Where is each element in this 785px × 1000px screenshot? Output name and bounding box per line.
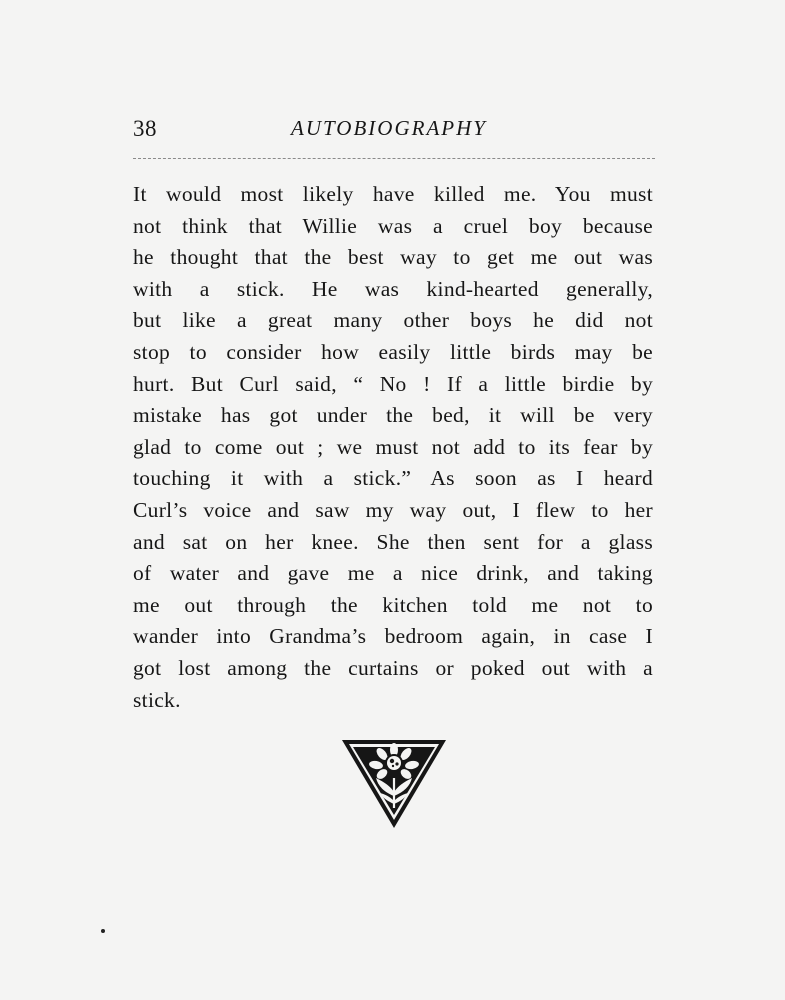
text-line: wander into Grandma’s bedroom again, in case I — [133, 624, 653, 649]
text-line: with a stick. He was kind-hearted generally, — [133, 276, 653, 301]
ink-speck — [101, 929, 105, 933]
body-text — [133, 179, 653, 716]
header-rule — [133, 158, 655, 159]
text-line: hurt. But Curl said, “ No ! If a little birdie by — [133, 371, 653, 396]
page-header — [133, 116, 653, 146]
text-line: touching it with a stick.” As soon as I heard — [133, 466, 653, 491]
text-line: not think that Willie was a cruel boy because — [133, 213, 653, 238]
text-line: me out through the kitchen told me not to — [133, 592, 653, 617]
flower-triangle-ornament-icon — [340, 738, 448, 830]
text-line: stop to consider how easily little birds may be — [133, 339, 653, 364]
text-line: glad to come out ; we must not add to its fear by — [133, 434, 653, 459]
text-line: mistake has got under the bed, it will be very — [133, 403, 653, 428]
text-line: stick. — [133, 687, 181, 712]
page-number: 38 — [133, 116, 157, 141]
text-line: It would most likely have killed me. You must — [133, 182, 653, 206]
running-head: AUTOBIOGRAPHY — [291, 116, 487, 140]
text-line: Curl’s voice and saw my way out, I flew to her — [133, 497, 653, 522]
text-line: but like a great many other boys he did not — [133, 308, 653, 333]
text-line: and sat on her knee. She then sent for a glass — [133, 529, 653, 554]
text-line: of water and gave me a nice drink, and taking — [133, 561, 653, 586]
text-line: he thought that the best way to get me out was — [133, 245, 653, 270]
text-line: got lost among the curtains or poked out with a — [133, 655, 653, 680]
